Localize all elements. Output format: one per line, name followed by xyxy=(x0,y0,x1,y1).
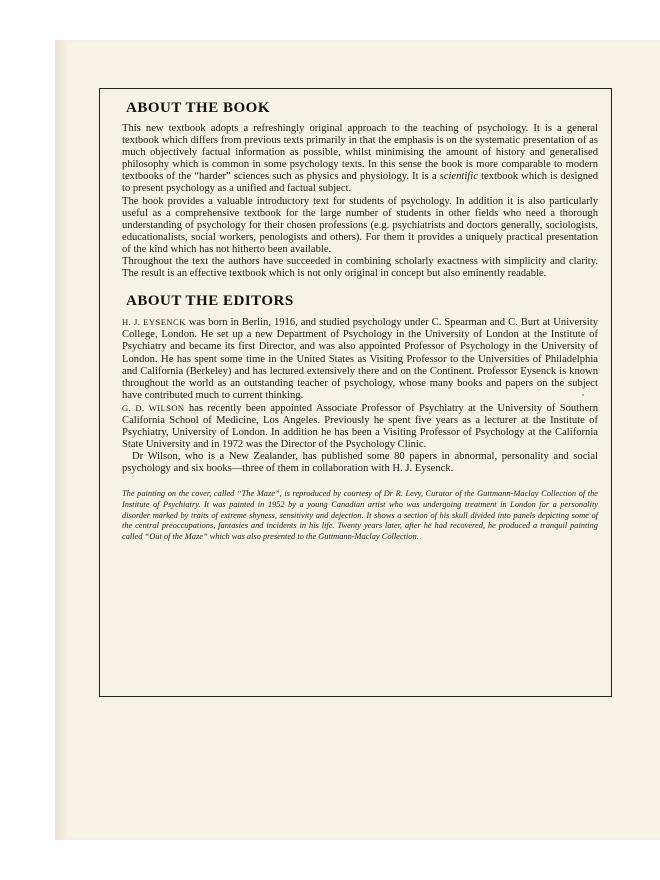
about-editors-heading: ABOUT THE EDITORS xyxy=(126,293,294,310)
about-book-p1-italic: scientific xyxy=(439,171,478,183)
about-book-paragraph-2: The book provides a valuable introductory text for students of psychology. In addition it is also particularly useful as a comprehensive textbook for the large number of students in other fields who need a thorough understanding of psychology for their chosen professions (e.g. psychiatrists and doctors generally, sociologists, educationalists, social workers, penologists and others). For them it provides a uniquely practical presentation of the kind which has not hitherto been available. xyxy=(122,195,598,255)
wilson-name: G. D. WILSON xyxy=(122,402,185,413)
about-book-p1-end: textbook which is designed to present psychology as a unified and factual subject. xyxy=(122,171,599,195)
eysenck-name: H. J. EYSENCK xyxy=(122,317,186,328)
wilson-bio xyxy=(122,402,598,451)
about-book-p1-start: This new textbook adopts a refreshingly original approach to the teaching of psychology. It is a general textbook which differs from previous texts primarily in that the emphasis is on the systematic presentation of as much objectively factual information as possible, whilst minimising the amount of history and generalised philosophy which is common in some psychology texts. In this sense the book is more comparable to modern textbooks of the “harder” sciences such as physics and physiology. It is a xyxy=(122,123,598,183)
eysenck-bio xyxy=(122,316,598,402)
eysenck-bio-text: was born in Berlin, 1916, and studied psychology under C. Spearman and C. Burt at University College, London. He set up a new Department of Psychology in the University of London at the Institute of Psychiatry and became its first Director, and was also appointed Professor of Psychology in the University of London. He has spent some time in the United States as Visiting Professor to the Universities of Philadelphia and California (Berkeley) and has lectured extensively there and on the Continent. Professor Eysenck is known throughout the world as an outstanding teacher of psychology, whose many books and papers on the subject have contributed much to current thinking. xyxy=(122,317,598,401)
cover-painting-note: The painting on the cover, called “The Maze”, is reproduced by courtesy of Dr R. Levy, Curator of the Guttmann-Maclay Collection of the Institute of Psychiatry. It was painted in 1952 by a young Canadian artist who was undergoing treatment in London for a personality disorder marked by traits of extreme shyness, sensitivity and dejection. It shows a section of his skull divided into panels depicting some of the central preoccupations, fantasies and incidents in his life. Twenty years later, after he had recovered, he produced a tranquil painting called “Out of the Maze” which was also presented to the Guttmann-Maclay Collection. xyxy=(122,489,598,541)
back-cover-text xyxy=(122,100,598,542)
wilson-bio-text: has recently been appointed Associate Professor of Psychiatry at the University of Southern California School of Medicine, Los Angeles. Previously he spent five years as a lecturer at the Institute of Psychiatry, University of London. In addition he has been a Visiting Professor of Psychology at the California State University and in 1972 was the Director of the Psychology Clinic. xyxy=(122,402,598,451)
about-book-heading: ABOUT THE BOOK xyxy=(126,100,270,116)
about-book-paragraph-3: Throughout the text the authors have succeeded in combining scholarly exactness with simplicity and clarity. The result is an effective textbook which is not only original in concept but also eminently readable. xyxy=(122,256,598,280)
wilson-bio-paragraph-2: Dr Wilson, who is a New Zealander, has published some 80 papers in abnormal, personality and social psychology and six books—three of them in collaboration with H. J. Eysenck. xyxy=(122,451,598,475)
book-spine-edge xyxy=(55,40,67,840)
about-book-paragraph-1 xyxy=(122,123,598,196)
about-editors-section xyxy=(122,293,598,475)
